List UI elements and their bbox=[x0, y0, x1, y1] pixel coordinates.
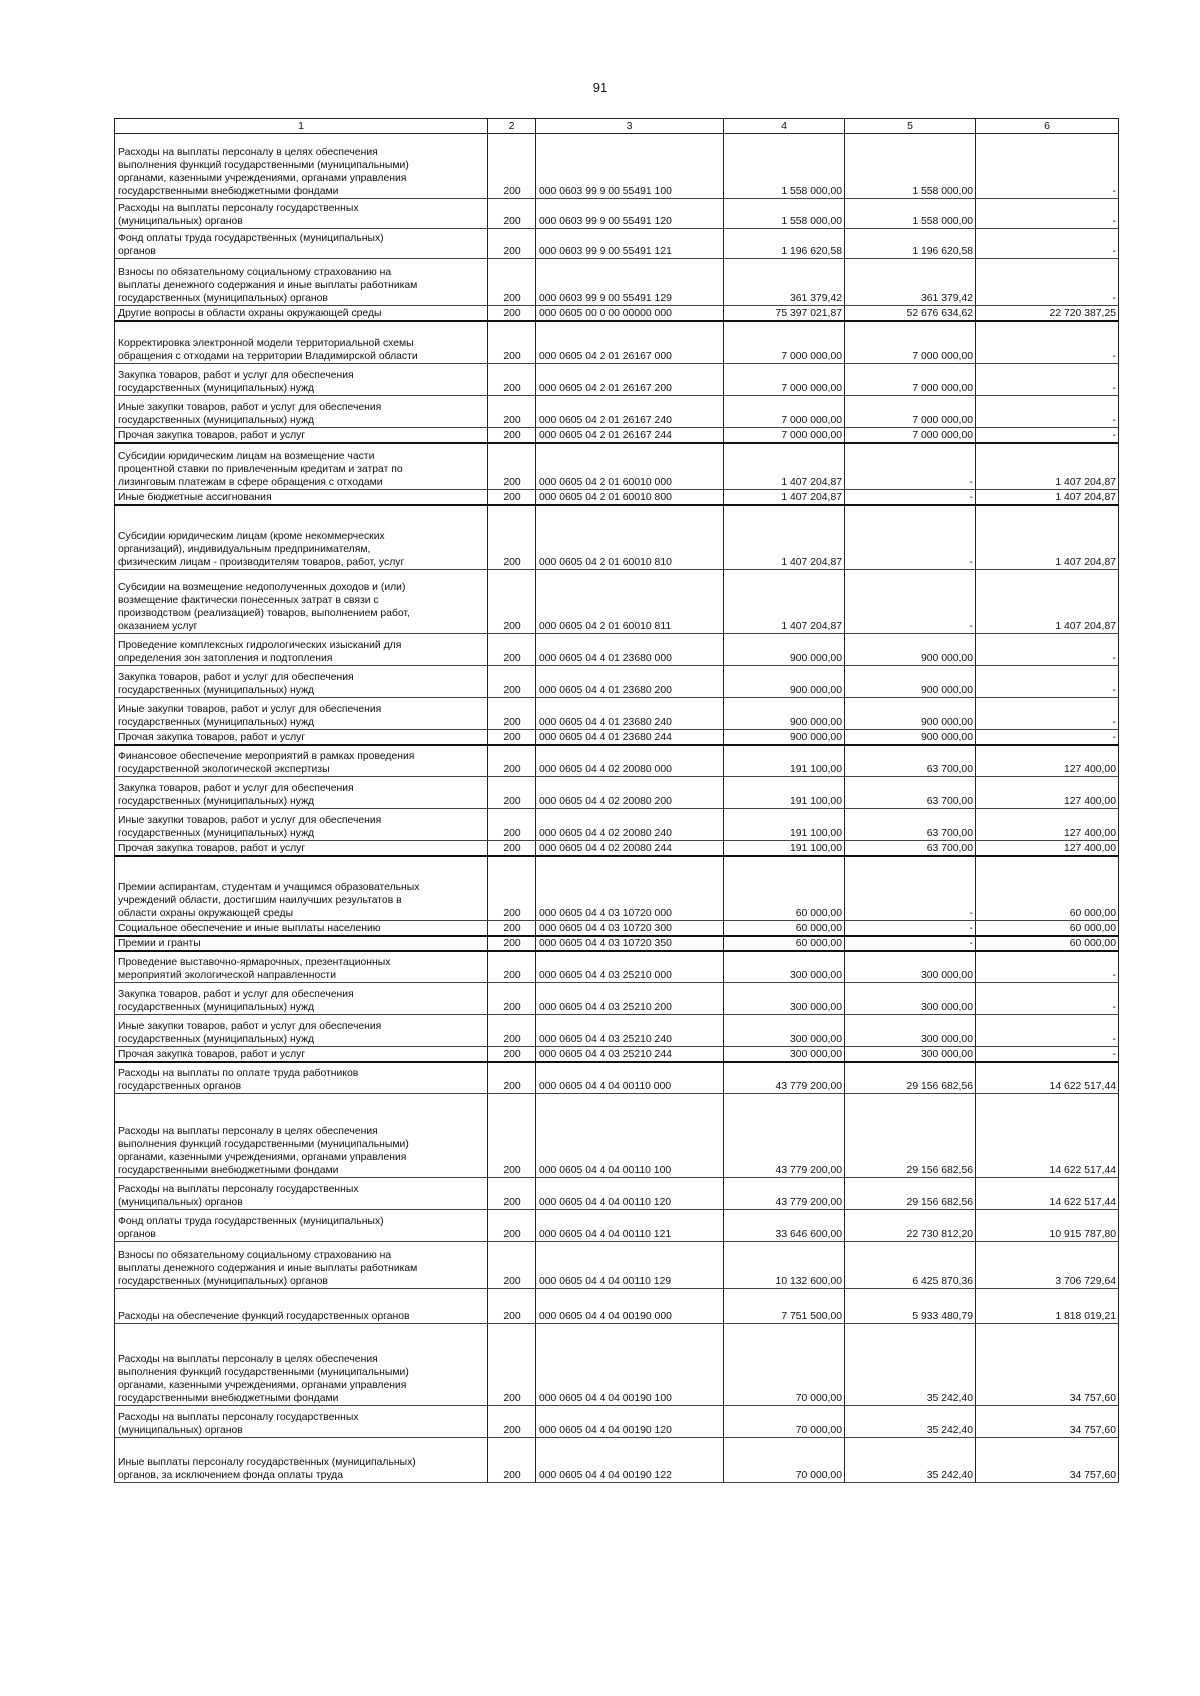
remaining-amount-cell: 60 000,00 bbox=[976, 856, 1119, 921]
admin-code-cell: 200 bbox=[488, 306, 536, 321]
remaining-amount-cell: - bbox=[976, 364, 1119, 396]
admin-code-cell: 200 bbox=[488, 856, 536, 921]
table-row bbox=[115, 936, 1119, 951]
expense-name-cell: Иные закупки товаров, работ и услуг для обеспечения государственных (муниципальных) нужд bbox=[115, 809, 488, 841]
remaining-amount-cell: 1 818 019,21 bbox=[976, 1289, 1119, 1324]
table-row bbox=[115, 1242, 1119, 1289]
executed-amount-cell: 900 000,00 bbox=[845, 634, 976, 666]
admin-code-cell: 200 bbox=[488, 505, 536, 570]
budget-code-cell: 000 0605 04 4 04 00110 121 bbox=[536, 1210, 724, 1242]
executed-amount-cell: - bbox=[845, 443, 976, 490]
expense-name-cell: Фонд оплаты труда государственных (муниципальных) органов bbox=[115, 1210, 488, 1242]
admin-code-cell: 200 bbox=[488, 1210, 536, 1242]
approved-amount-cell: 1 407 204,87 bbox=[724, 505, 845, 570]
approved-amount-cell: 7 000 000,00 bbox=[724, 396, 845, 428]
budget-code-cell: 000 0605 04 2 01 26167 244 bbox=[536, 428, 724, 443]
admin-code-cell: 200 bbox=[488, 936, 536, 951]
approved-amount-cell: 1 407 204,87 bbox=[724, 490, 845, 505]
budget-code-cell: 000 0605 04 4 03 25210 000 bbox=[536, 951, 724, 983]
admin-code-cell: 200 bbox=[488, 1289, 536, 1324]
budget-code-cell: 000 0603 99 9 00 55491 120 bbox=[536, 199, 724, 229]
remaining-amount-cell: 34 757,60 bbox=[976, 1406, 1119, 1438]
admin-code-cell: 200 bbox=[488, 259, 536, 306]
table-row bbox=[115, 1062, 1119, 1094]
admin-code-cell: 200 bbox=[488, 1047, 536, 1062]
expense-name-cell: Прочая закупка товаров, работ и услуг bbox=[115, 730, 488, 745]
expense-name-cell: Расходы на выплаты персоналу в целях обеспечения выполнения функций государственными (муниципальными) органами, казенными учреждениями, органами управления государственными внебюджетными фондами bbox=[115, 1324, 488, 1406]
remaining-amount-cell: 14 622 517,44 bbox=[976, 1094, 1119, 1178]
expense-name-cell: Субсидии юридическим лицам (кроме некоммерческих организаций), индивидуальным предпринимателям, физическим лицам - производителям товаров, работ, услуг bbox=[115, 505, 488, 570]
approved-amount-cell: 1 407 204,87 bbox=[724, 443, 845, 490]
executed-amount-cell: 35 242,40 bbox=[845, 1406, 976, 1438]
expense-name-cell: Расходы на выплаты персоналу в целях обеспечения выполнения функций государственными (муниципальными) органами, казенными учреждениями, органами управления государственными внебюджетными фондами bbox=[115, 134, 488, 199]
remaining-amount-cell: 14 622 517,44 bbox=[976, 1178, 1119, 1210]
expense-name-cell: Взносы по обязательному социальному страхованию на выплаты денежного содержания и иные выплаты работникам государственных (муниципальных) органов bbox=[115, 259, 488, 306]
remaining-amount-cell: 60 000,00 bbox=[976, 921, 1119, 936]
budget-code-cell: 000 0605 04 2 01 60010 810 bbox=[536, 505, 724, 570]
table-row bbox=[115, 1015, 1119, 1047]
budget-code-cell: 000 0605 04 4 03 10720 000 bbox=[536, 856, 724, 921]
executed-amount-cell: 300 000,00 bbox=[845, 951, 976, 983]
executed-amount-cell: 1 558 000,00 bbox=[845, 199, 976, 229]
executed-amount-cell: 7 000 000,00 bbox=[845, 428, 976, 443]
budget-code-cell: 000 0605 04 4 01 23680 244 bbox=[536, 730, 724, 745]
approved-amount-cell: 300 000,00 bbox=[724, 951, 845, 983]
approved-amount-cell: 43 779 200,00 bbox=[724, 1178, 845, 1210]
expense-name-cell: Иные закупки товаров, работ и услуг для обеспечения государственных (муниципальных) нужд bbox=[115, 1015, 488, 1047]
approved-amount-cell: 191 100,00 bbox=[724, 809, 845, 841]
table-row bbox=[115, 951, 1119, 983]
admin-code-cell: 200 bbox=[488, 698, 536, 730]
admin-code-cell: 200 bbox=[488, 570, 536, 634]
budget-code-cell: 000 0603 99 9 00 55491 129 bbox=[536, 259, 724, 306]
table-row bbox=[115, 809, 1119, 841]
admin-code-cell: 200 bbox=[488, 1094, 536, 1178]
executed-amount-cell: 6 425 870,36 bbox=[845, 1242, 976, 1289]
remaining-amount-cell: 1 407 204,87 bbox=[976, 570, 1119, 634]
remaining-amount-cell: - bbox=[976, 229, 1119, 259]
approved-amount-cell: 7 000 000,00 bbox=[724, 321, 845, 364]
remaining-amount-cell: 34 757,60 bbox=[976, 1324, 1119, 1406]
executed-amount-cell: 35 242,40 bbox=[845, 1438, 976, 1483]
admin-code-cell: 200 bbox=[488, 1242, 536, 1289]
admin-code-cell: 200 bbox=[488, 443, 536, 490]
executed-amount-cell: 1 196 620,58 bbox=[845, 229, 976, 259]
expense-name-cell: Расходы на обеспечение функций государственных органов bbox=[115, 1289, 488, 1324]
table-row bbox=[115, 730, 1119, 745]
table-row bbox=[115, 134, 1119, 199]
approved-amount-cell: 900 000,00 bbox=[724, 634, 845, 666]
table-row bbox=[115, 1324, 1119, 1406]
approved-amount-cell: 1 558 000,00 bbox=[724, 199, 845, 229]
admin-code-cell: 200 bbox=[488, 730, 536, 745]
approved-amount-cell: 60 000,00 bbox=[724, 856, 845, 921]
expense-name-cell: Иные бюджетные ассигнования bbox=[115, 490, 488, 505]
executed-amount-cell: 7 000 000,00 bbox=[845, 321, 976, 364]
executed-amount-cell: 63 700,00 bbox=[845, 745, 976, 777]
approved-amount-cell: 60 000,00 bbox=[724, 921, 845, 936]
executed-amount-cell: - bbox=[845, 490, 976, 505]
expense-name-cell: Финансовое обеспечение мероприятий в рамках проведения государственной экологической экспертизы bbox=[115, 745, 488, 777]
approved-amount-cell: 300 000,00 bbox=[724, 1015, 845, 1047]
table-row bbox=[115, 983, 1119, 1015]
remaining-amount-cell: - bbox=[976, 428, 1119, 443]
remaining-amount-cell: - bbox=[976, 199, 1119, 229]
executed-amount-cell: 1 558 000,00 bbox=[845, 134, 976, 199]
executed-amount-cell: 7 000 000,00 bbox=[845, 396, 976, 428]
column-header: 4 bbox=[724, 119, 845, 134]
column-header: 1 bbox=[115, 119, 488, 134]
admin-code-cell: 200 bbox=[488, 921, 536, 936]
budget-code-cell: 000 0605 04 4 03 25210 244 bbox=[536, 1047, 724, 1062]
table-row bbox=[115, 490, 1119, 505]
remaining-amount-cell: 127 400,00 bbox=[976, 777, 1119, 809]
budget-code-cell: 000 0605 04 4 04 00110 100 bbox=[536, 1094, 724, 1178]
executed-amount-cell: 300 000,00 bbox=[845, 1015, 976, 1047]
table-row bbox=[115, 1094, 1119, 1178]
approved-amount-cell: 7 000 000,00 bbox=[724, 428, 845, 443]
column-header: 5 bbox=[845, 119, 976, 134]
expense-name-cell: Прочая закупка товаров, работ и услуг bbox=[115, 841, 488, 856]
admin-code-cell: 200 bbox=[488, 1324, 536, 1406]
approved-amount-cell: 300 000,00 bbox=[724, 1047, 845, 1062]
remaining-amount-cell: 1 407 204,87 bbox=[976, 505, 1119, 570]
budget-code-cell: 000 0605 04 4 01 23680 200 bbox=[536, 666, 724, 698]
approved-amount-cell: 70 000,00 bbox=[724, 1438, 845, 1483]
budget-code-cell: 000 0605 04 4 04 00190 122 bbox=[536, 1438, 724, 1483]
remaining-amount-cell: - bbox=[976, 321, 1119, 364]
budget-code-cell: 000 0605 04 2 01 26167 240 bbox=[536, 396, 724, 428]
table-row bbox=[115, 745, 1119, 777]
executed-amount-cell: 22 730 812,20 bbox=[845, 1210, 976, 1242]
budget-code-cell: 000 0605 04 4 03 10720 350 bbox=[536, 936, 724, 951]
executed-amount-cell: 35 242,40 bbox=[845, 1324, 976, 1406]
approved-amount-cell: 70 000,00 bbox=[724, 1406, 845, 1438]
executed-amount-cell: - bbox=[845, 936, 976, 951]
expense-name-cell: Проведение выставочно-ярмарочных, презентационных мероприятий экологической направленности bbox=[115, 951, 488, 983]
expense-name-cell: Премии аспирантам, студентам и учащимся образовательных учреждений области, достигшим наилучших результатов в области охраны окружающей среды bbox=[115, 856, 488, 921]
admin-code-cell: 200 bbox=[488, 745, 536, 777]
admin-code-cell: 200 bbox=[488, 490, 536, 505]
budget-code-cell: 000 0605 04 4 02 20080 200 bbox=[536, 777, 724, 809]
approved-amount-cell: 75 397 021,87 bbox=[724, 306, 845, 321]
expense-name-cell: Закупка товаров, работ и услуг для обеспечения государственных (муниципальных) нужд bbox=[115, 666, 488, 698]
admin-code-cell: 200 bbox=[488, 666, 536, 698]
admin-code-cell: 200 bbox=[488, 1438, 536, 1483]
executed-amount-cell: - bbox=[845, 856, 976, 921]
table-row bbox=[115, 396, 1119, 428]
expense-name-cell: Корректировка электронной модели территориальной схемы обращения с отходами на территории Владимирской области bbox=[115, 321, 488, 364]
admin-code-cell: 200 bbox=[488, 951, 536, 983]
column-header: 3 bbox=[536, 119, 724, 134]
admin-code-cell: 200 bbox=[488, 428, 536, 443]
budget-code-cell: 000 0605 04 4 02 20080 000 bbox=[536, 745, 724, 777]
executed-amount-cell: 29 156 682,56 bbox=[845, 1062, 976, 1094]
expense-name-cell: Расходы на выплаты по оплате труда работников государственных органов bbox=[115, 1062, 488, 1094]
table-row bbox=[115, 1438, 1119, 1483]
budget-code-cell: 000 0605 04 4 02 20080 244 bbox=[536, 841, 724, 856]
admin-code-cell: 200 bbox=[488, 809, 536, 841]
remaining-amount-cell: - bbox=[976, 951, 1119, 983]
budget-code-cell: 000 0605 04 2 01 60010 811 bbox=[536, 570, 724, 634]
table-row bbox=[115, 1289, 1119, 1324]
remaining-amount-cell: 127 400,00 bbox=[976, 809, 1119, 841]
admin-code-cell: 200 bbox=[488, 134, 536, 199]
table-row bbox=[115, 321, 1119, 364]
remaining-amount-cell: - bbox=[976, 666, 1119, 698]
approved-amount-cell: 191 100,00 bbox=[724, 841, 845, 856]
approved-amount-cell: 33 646 600,00 bbox=[724, 1210, 845, 1242]
table-row bbox=[115, 259, 1119, 306]
table-row bbox=[115, 856, 1119, 921]
remaining-amount-cell: 3 706 729,64 bbox=[976, 1242, 1119, 1289]
approved-amount-cell: 60 000,00 bbox=[724, 936, 845, 951]
page-number: 91 bbox=[592, 80, 608, 95]
remaining-amount-cell: 127 400,00 bbox=[976, 745, 1119, 777]
expense-name-cell: Проведение комплексных гидрологических изысканий для определения зон затопления и подтопления bbox=[115, 634, 488, 666]
budget-code-cell: 000 0605 04 4 04 00190 120 bbox=[536, 1406, 724, 1438]
approved-amount-cell: 191 100,00 bbox=[724, 745, 845, 777]
expense-name-cell: Расходы на выплаты персоналу государственных (муниципальных) органов bbox=[115, 1178, 488, 1210]
expense-name-cell: Премии и гранты bbox=[115, 936, 488, 951]
expense-name-cell: Закупка товаров, работ и услуг для обеспечения государственных (муниципальных) нужд bbox=[115, 983, 488, 1015]
budget-code-cell: 000 0605 04 2 01 60010 800 bbox=[536, 490, 724, 505]
approved-amount-cell: 70 000,00 bbox=[724, 1324, 845, 1406]
expense-name-cell: Закупка товаров, работ и услуг для обеспечения государственных (муниципальных) нужд bbox=[115, 364, 488, 396]
table-row bbox=[115, 570, 1119, 634]
table-row bbox=[115, 364, 1119, 396]
header-row bbox=[115, 119, 1119, 134]
approved-amount-cell: 7 751 500,00 bbox=[724, 1289, 845, 1324]
executed-amount-cell: 900 000,00 bbox=[845, 730, 976, 745]
executed-amount-cell: 29 156 682,56 bbox=[845, 1094, 976, 1178]
admin-code-cell: 200 bbox=[488, 229, 536, 259]
remaining-amount-cell: 14 622 517,44 bbox=[976, 1062, 1119, 1094]
admin-code-cell: 200 bbox=[488, 1015, 536, 1047]
table-row bbox=[115, 634, 1119, 666]
admin-code-cell: 200 bbox=[488, 634, 536, 666]
expense-name-cell: Фонд оплаты труда государственных (муниципальных) органов bbox=[115, 229, 488, 259]
budget-code-cell: 000 0605 04 4 04 00110 120 bbox=[536, 1178, 724, 1210]
budget-code-cell: 000 0605 04 4 04 00190 100 bbox=[536, 1324, 724, 1406]
remaining-amount-cell: 127 400,00 bbox=[976, 841, 1119, 856]
expense-name-cell: Другие вопросы в области охраны окружающей среды bbox=[115, 306, 488, 321]
column-header: 2 bbox=[488, 119, 536, 134]
remaining-amount-cell: - bbox=[976, 983, 1119, 1015]
executed-amount-cell: 63 700,00 bbox=[845, 809, 976, 841]
admin-code-cell: 200 bbox=[488, 1178, 536, 1210]
table-row bbox=[115, 841, 1119, 856]
approved-amount-cell: 7 000 000,00 bbox=[724, 364, 845, 396]
remaining-amount-cell: 22 720 387,25 bbox=[976, 306, 1119, 321]
approved-amount-cell: 900 000,00 bbox=[724, 666, 845, 698]
admin-code-cell: 200 bbox=[488, 199, 536, 229]
expense-name-cell: Иные закупки товаров, работ и услуг для обеспечения государственных (муниципальных) нужд bbox=[115, 698, 488, 730]
approved-amount-cell: 43 779 200,00 bbox=[724, 1062, 845, 1094]
remaining-amount-cell: 1 407 204,87 bbox=[976, 443, 1119, 490]
table-row bbox=[115, 428, 1119, 443]
budget-code-cell: 000 0605 04 4 03 25210 240 bbox=[536, 1015, 724, 1047]
approved-amount-cell: 300 000,00 bbox=[724, 983, 845, 1015]
executed-amount-cell: 63 700,00 bbox=[845, 777, 976, 809]
executed-amount-cell: 5 933 480,79 bbox=[845, 1289, 976, 1324]
remaining-amount-cell: 60 000,00 bbox=[976, 936, 1119, 951]
executed-amount-cell: - bbox=[845, 570, 976, 634]
remaining-amount-cell: 34 757,60 bbox=[976, 1438, 1119, 1483]
approved-amount-cell: 1 196 620,58 bbox=[724, 229, 845, 259]
budget-code-cell: 000 0603 99 9 00 55491 100 bbox=[536, 134, 724, 199]
budget-code-cell: 000 0605 00 0 00 00000 000 bbox=[536, 306, 724, 321]
budget-code-cell: 000 0605 04 4 04 00110 000 bbox=[536, 1062, 724, 1094]
budget-code-cell: 000 0605 04 2 01 26167 000 bbox=[536, 321, 724, 364]
remaining-amount-cell: - bbox=[976, 1015, 1119, 1047]
table-row bbox=[115, 443, 1119, 490]
budget-code-cell: 000 0605 04 4 04 00190 000 bbox=[536, 1289, 724, 1324]
remaining-amount-cell: - bbox=[976, 259, 1119, 306]
expense-name-cell: Субсидии на возмещение недополученных доходов и (или) возмещение фактически понесенных затрат в связи с производством (реализацией) товаров, выполнением работ, оказанием услуг bbox=[115, 570, 488, 634]
executed-amount-cell: 900 000,00 bbox=[845, 666, 976, 698]
table-row bbox=[115, 921, 1119, 936]
executed-amount-cell: 52 676 634,62 bbox=[845, 306, 976, 321]
executed-amount-cell: 7 000 000,00 bbox=[845, 364, 976, 396]
approved-amount-cell: 900 000,00 bbox=[724, 698, 845, 730]
expense-name-cell: Закупка товаров, работ и услуг для обеспечения государственных (муниципальных) нужд bbox=[115, 777, 488, 809]
remaining-amount-cell: - bbox=[976, 1047, 1119, 1062]
approved-amount-cell: 361 379,42 bbox=[724, 259, 845, 306]
executed-amount-cell: 900 000,00 bbox=[845, 698, 976, 730]
budget-code-cell: 000 0603 99 9 00 55491 121 bbox=[536, 229, 724, 259]
table-row bbox=[115, 666, 1119, 698]
admin-code-cell: 200 bbox=[488, 841, 536, 856]
table-row bbox=[115, 698, 1119, 730]
expense-name-cell: Иные выплаты персоналу государственных (муниципальных) органов, за исключением фонда оплаты труда bbox=[115, 1438, 488, 1483]
admin-code-cell: 200 bbox=[488, 1062, 536, 1094]
executed-amount-cell: - bbox=[845, 921, 976, 936]
expense-name-cell: Взносы по обязательному социальному страхованию на выплаты денежного содержания и иные выплаты работникам государственных (муниципальных) органов bbox=[115, 1242, 488, 1289]
remaining-amount-cell: 1 407 204,87 bbox=[976, 490, 1119, 505]
budget-code-cell: 000 0605 04 4 01 23680 240 bbox=[536, 698, 724, 730]
remaining-amount-cell: - bbox=[976, 396, 1119, 428]
table-row bbox=[115, 199, 1119, 229]
budget-table bbox=[114, 118, 1119, 1483]
admin-code-cell: 200 bbox=[488, 983, 536, 1015]
expense-name-cell: Иные закупки товаров, работ и услуг для обеспечения государственных (муниципальных) нужд bbox=[115, 396, 488, 428]
expense-name-cell: Расходы на выплаты персоналу государственных (муниципальных) органов bbox=[115, 1406, 488, 1438]
remaining-amount-cell: - bbox=[976, 134, 1119, 199]
executed-amount-cell: 300 000,00 bbox=[845, 1047, 976, 1062]
expense-name-cell: Социальное обеспечение и иные выплаты населению bbox=[115, 921, 488, 936]
table-row bbox=[115, 777, 1119, 809]
remaining-amount-cell: - bbox=[976, 634, 1119, 666]
table-row bbox=[115, 1178, 1119, 1210]
budget-code-cell: 000 0605 04 4 03 10720 300 bbox=[536, 921, 724, 936]
executed-amount-cell: 63 700,00 bbox=[845, 841, 976, 856]
approved-amount-cell: 43 779 200,00 bbox=[724, 1094, 845, 1178]
approved-amount-cell: 10 132 600,00 bbox=[724, 1242, 845, 1289]
table-row bbox=[115, 1210, 1119, 1242]
table-row bbox=[115, 229, 1119, 259]
remaining-amount-cell: 10 915 787,80 bbox=[976, 1210, 1119, 1242]
budget-code-cell: 000 0605 04 4 03 25210 200 bbox=[536, 983, 724, 1015]
expense-name-cell: Субсидии юридическим лицам на возмещение части процентной ставки по привлеченным кредитам и затрат по лизинговым платежам в сфере обращения с отходами bbox=[115, 443, 488, 490]
table-row bbox=[115, 306, 1119, 321]
table-row bbox=[115, 1047, 1119, 1062]
expense-name-cell: Прочая закупка товаров, работ и услуг bbox=[115, 428, 488, 443]
approved-amount-cell: 191 100,00 bbox=[724, 777, 845, 809]
admin-code-cell: 200 bbox=[488, 364, 536, 396]
remaining-amount-cell: - bbox=[976, 730, 1119, 745]
executed-amount-cell: 361 379,42 bbox=[845, 259, 976, 306]
table-row bbox=[115, 505, 1119, 570]
budget-code-cell: 000 0605 04 2 01 60010 000 bbox=[536, 443, 724, 490]
budget-code-cell: 000 0605 04 4 02 20080 240 bbox=[536, 809, 724, 841]
column-header: 6 bbox=[976, 119, 1119, 134]
executed-amount-cell: - bbox=[845, 505, 976, 570]
approved-amount-cell: 1 558 000,00 bbox=[724, 134, 845, 199]
expense-name-cell: Расходы на выплаты персоналу в целях обеспечения выполнения функций государственными (муниципальными) органами, казенными учреждениями, органами управления государственными внебюджетными фондами bbox=[115, 1094, 488, 1178]
admin-code-cell: 200 bbox=[488, 396, 536, 428]
admin-code-cell: 200 bbox=[488, 321, 536, 364]
expense-name-cell: Прочая закупка товаров, работ и услуг bbox=[115, 1047, 488, 1062]
budget-code-cell: 000 0605 04 4 04 00110 129 bbox=[536, 1242, 724, 1289]
approved-amount-cell: 900 000,00 bbox=[724, 730, 845, 745]
budget-code-cell: 000 0605 04 2 01 26167 200 bbox=[536, 364, 724, 396]
executed-amount-cell: 300 000,00 bbox=[845, 983, 976, 1015]
executed-amount-cell: 29 156 682,56 bbox=[845, 1178, 976, 1210]
table-row bbox=[115, 1406, 1119, 1438]
remaining-amount-cell: - bbox=[976, 698, 1119, 730]
approved-amount-cell: 1 407 204,87 bbox=[724, 570, 845, 634]
budget-code-cell: 000 0605 04 4 01 23680 000 bbox=[536, 634, 724, 666]
expense-name-cell: Расходы на выплаты персоналу государственных (муниципальных) органов bbox=[115, 199, 488, 229]
admin-code-cell: 200 bbox=[488, 1406, 536, 1438]
admin-code-cell: 200 bbox=[488, 777, 536, 809]
